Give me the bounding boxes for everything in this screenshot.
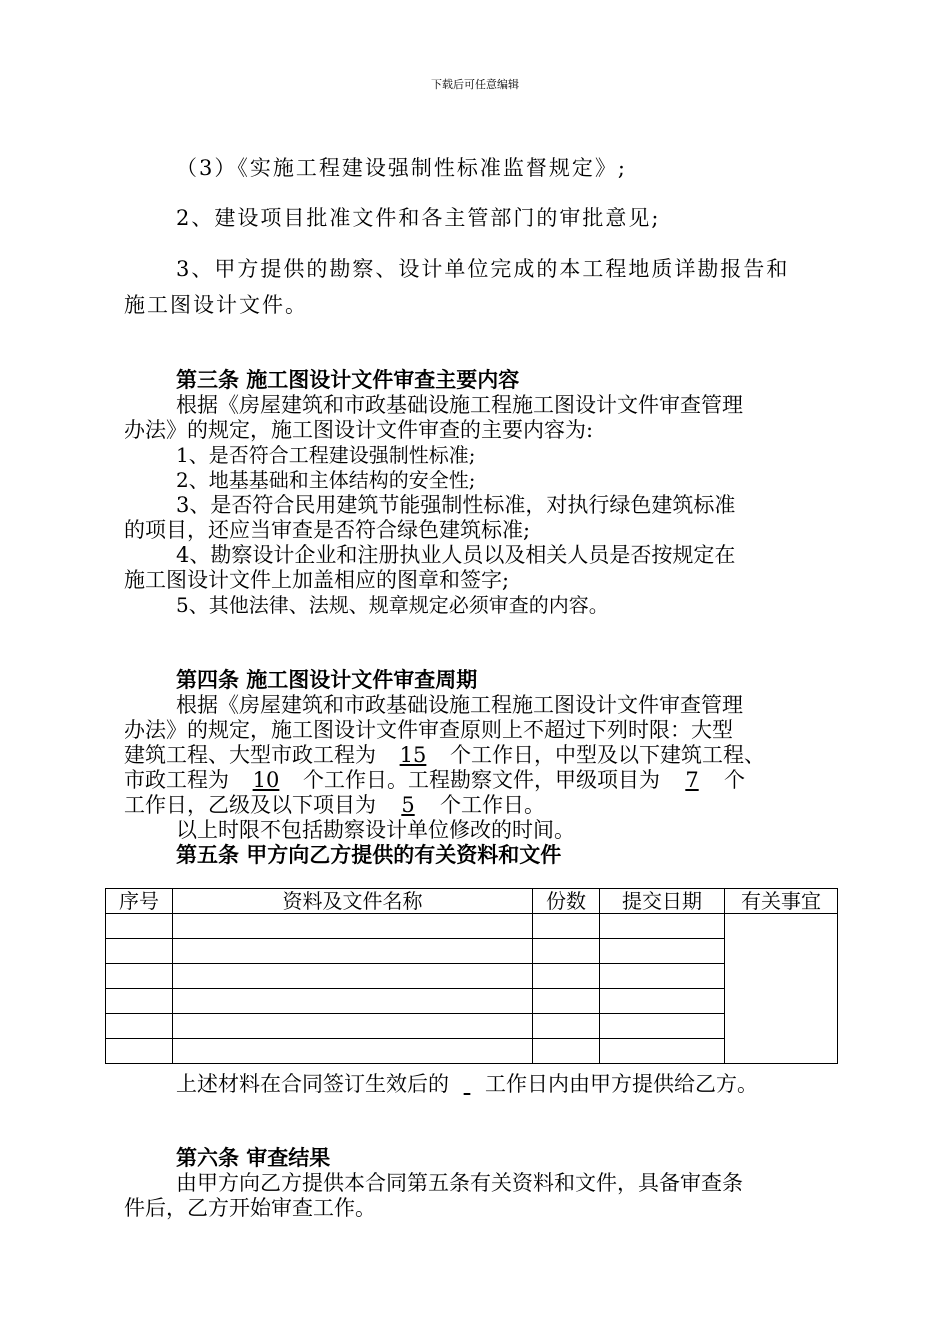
table-cell[interactable] [173, 1014, 533, 1039]
table-cell[interactable] [600, 989, 725, 1014]
article-3-line7: 4、勘察设计企业和注册执业人员以及相关人员是否按规定在 [176, 543, 736, 567]
article-4-line2: 办法》的规定，施工图设计文件审查原则上不超过下列时限：大型 [124, 718, 733, 742]
col-header-notes: 有关事宜 [725, 889, 838, 914]
days-class-b-survey: 5 [401, 793, 415, 817]
table-cell[interactable] [173, 1039, 533, 1064]
article-4-line4-text-a: 市政工程为 [124, 768, 229, 792]
table-cell[interactable] [106, 964, 173, 989]
table-cell[interactable] [600, 914, 725, 939]
article-5-title: 第五条 甲方向乙方提供的有关资料和文件 [176, 842, 562, 867]
clause-std-3: （3）《实施工程建设强制性标准监督规定》; [176, 156, 627, 180]
clause-item-3-line2: 施工图设计文件。 [124, 293, 308, 317]
article-6-line1: 由甲方向乙方提供本合同第五条有关资料和文件，具备审查条 [176, 1171, 743, 1195]
article-3-line6: 的项目，还应当审查是否符合绿色建筑标准; [124, 518, 531, 542]
table-cell[interactable] [600, 964, 725, 989]
table-cell[interactable] [533, 939, 600, 964]
table-cell[interactable] [106, 989, 173, 1014]
col-header-date: 提交日期 [600, 889, 725, 914]
article-4-line6: 以上时限不包括勘察设计单位修改的时间。 [176, 818, 575, 842]
table-cell[interactable] [106, 914, 173, 939]
article-4-line5-text-b: 个工作日。 [440, 793, 545, 817]
article-3-line5: 3、是否符合民用建筑节能强制性标准，对执行绿色建筑标准 [176, 493, 736, 517]
table-cell[interactable] [106, 939, 173, 964]
days-provide-blank[interactable] [449, 1071, 485, 1097]
clause-item-2: 2、建设项目批准文件和各主管部门的审批意见; [176, 206, 661, 230]
table-cell[interactable] [106, 1039, 173, 1064]
article-4-title: 第四条 施工图设计文件审查周期 [176, 667, 478, 692]
article-4-line3-text-a: 建筑工程、大型市政工程为 [124, 743, 376, 767]
article-6-title: 第六条 审查结果 [176, 1145, 331, 1170]
article-3-line2: 办法》的规定，施工图设计文件审查的主要内容为: [124, 418, 594, 442]
notes-cell[interactable] [725, 914, 838, 1064]
article-4-line3-text-b: 个工作日，中型及以下建筑工程、 [450, 743, 765, 767]
col-header-copies: 份数 [533, 889, 600, 914]
article-4-line3 [124, 742, 765, 768]
article-4-line5 [124, 792, 545, 818]
article-3-line9: 5、其他法律、法规、规章规定必须审查的内容。 [176, 593, 609, 617]
table-cell[interactable] [106, 1014, 173, 1039]
page-header: 下载后可任意编辑 [431, 78, 519, 91]
article-3-title: 第三条 施工图设计文件审查主要内容 [176, 367, 520, 392]
days-large-project: 15 [399, 743, 427, 767]
days-medium-project: 10 [252, 768, 280, 792]
article-4-line4 [124, 767, 745, 793]
article-3-line8: 施工图设计文件上加盖相应的图章和签字; [124, 568, 510, 592]
clause-item-3-line1: 3、甲方提供的勘察、设计单位完成的本工程地质详勘报告和 [176, 257, 790, 281]
table-cell[interactable] [600, 1039, 725, 1064]
table-cell[interactable] [600, 1014, 725, 1039]
table-cell[interactable] [173, 914, 533, 939]
article-5-after-text-a: 上述材料在合同签订生效后的 [176, 1072, 449, 1096]
table-cell[interactable] [533, 989, 600, 1014]
article-4-line4-text-c: 个 [724, 768, 745, 792]
days-class-a-survey: 7 [685, 768, 699, 792]
table-row [106, 914, 838, 939]
table-cell[interactable] [533, 1039, 600, 1064]
article-3-line1: 根据《房屋建筑和市政基础设施工程施工图设计文件审查管理 [176, 393, 743, 417]
article-3-line4: 2、地基基础和主体结构的安全性; [176, 468, 476, 492]
article-6-line2: 件后，乙方开始审查工作。 [124, 1196, 376, 1220]
article-5-after-table [176, 1071, 758, 1097]
col-header-name: 资料及文件名称 [173, 889, 533, 914]
table-cell[interactable] [533, 964, 600, 989]
table-cell[interactable] [173, 989, 533, 1014]
table-cell[interactable] [173, 939, 533, 964]
materials-table [105, 888, 838, 1064]
table-cell[interactable] [173, 964, 533, 989]
table-cell[interactable] [533, 914, 600, 939]
article-4-line5-text-a: 工作日，乙级及以下项目为 [124, 793, 376, 817]
table-cell[interactable] [533, 1014, 600, 1039]
col-header-no: 序号 [106, 889, 173, 914]
article-5-after-text-b: 工作日内由甲方提供给乙方。 [485, 1072, 758, 1096]
materials-table-header [106, 889, 838, 914]
article-3-line3: 1、是否符合工程建设强制性标准; [176, 443, 476, 467]
article-4-line4-text-b: 个工作日。工程勘察文件，甲级项目为 [303, 768, 660, 792]
article-4-line1: 根据《房屋建筑和市政基础设施工程施工图设计文件审查管理 [176, 693, 743, 717]
table-cell[interactable] [600, 939, 725, 964]
